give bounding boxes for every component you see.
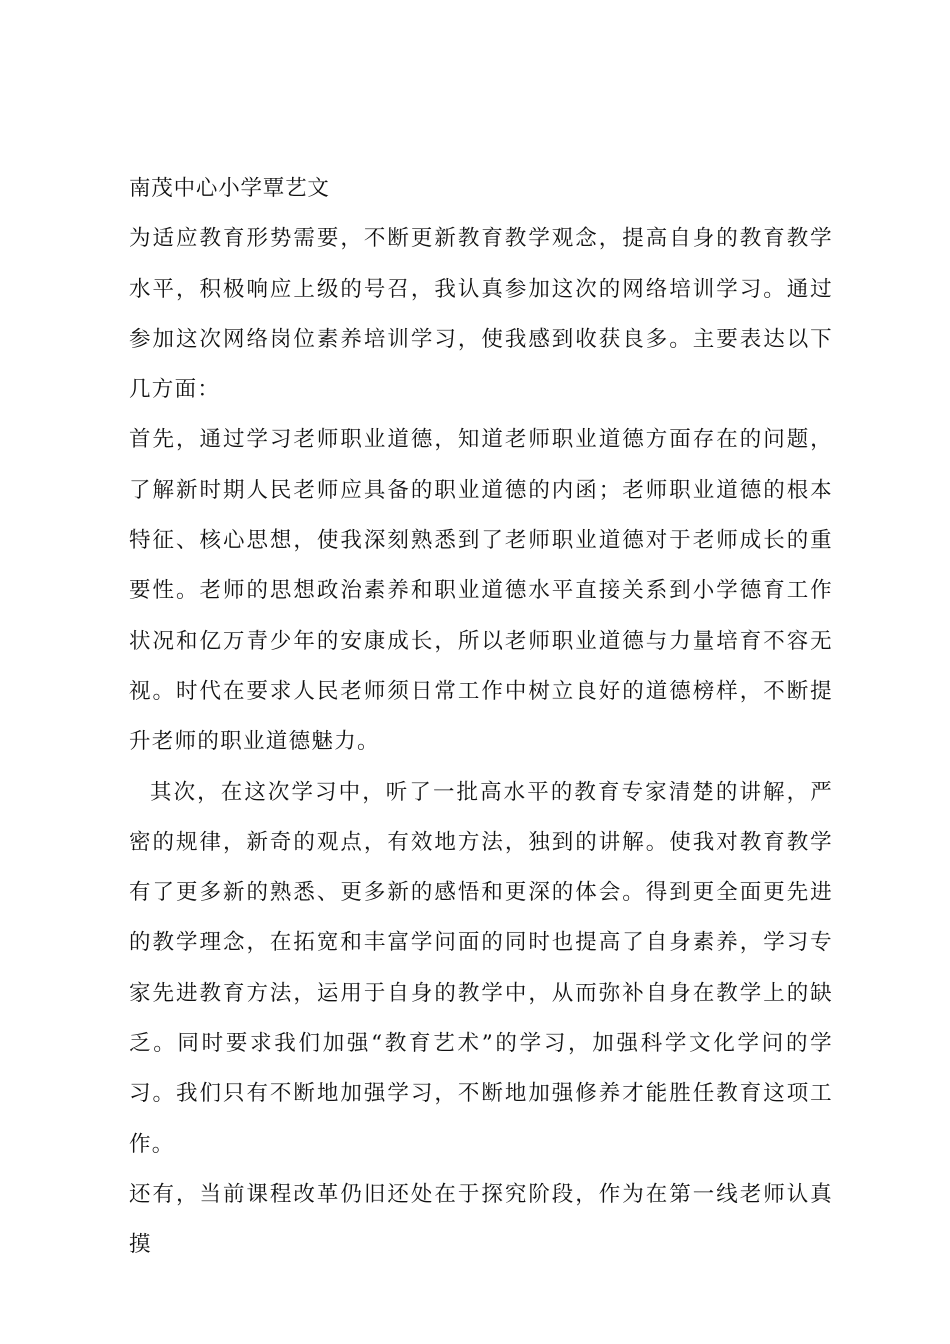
paragraph-first: 首先，通过学习老师职业道德，知道老师职业道德方面存在的问题，了解新时期人民老师应具备的职业道德的内函；老师职业道德的根本特征、核心思想，使我深刻熟悉到了老师职业道德对于老师成长的重要性。老师的思想政治素养和职业道德水平直接关系到小学德育工作状况和亿万青少年的安康成长，所以老师职业道德与力量培育不容无视。时代在要求人民老师须日常工作中树立良好的道德榜样，不断提升老师的职业道德魅力。 [129,427,833,755]
document-body [129,164,833,1271]
paragraph-intro: 为适应教育形势需要，不断更新教育教学观念，提高自身的教育教学水平，积极响应上级的号召，我认真参加这次的网络培训学习。通过参加这次网络岗位素养培训学习，使我感到收获良多。主要表达以下几方面： [129,226,833,403]
paragraph-second: 其次，在这次学习中，听了一批高水平的教育专家清楚的讲解，严密的规律，新奇的观点，有效地方法，独到的讲解。使我对教育教学有了更多新的熟悉、更多新的感悟和更深的体会。得到更全面更先进的教学理念，在拓宽和丰富学问面的同时也提高了自身素养，学习专家先进教育方法，运用于自身的教学中，从而弥补自身在教学上的缺乏。同时要求我们加强“教育艺术”的学习，加强科学文化学问的学习。我们只有不断地加强学习，不断地加强修养才能胜任教育这项工作。 [129,779,833,1157]
paragraph-third: 还有，当前课程改革仍旧还处在于探究阶段，作为在第一线老师认真摸 [129,1181,833,1258]
author-line: 南茂中心小学覃艺文 [129,176,330,201]
